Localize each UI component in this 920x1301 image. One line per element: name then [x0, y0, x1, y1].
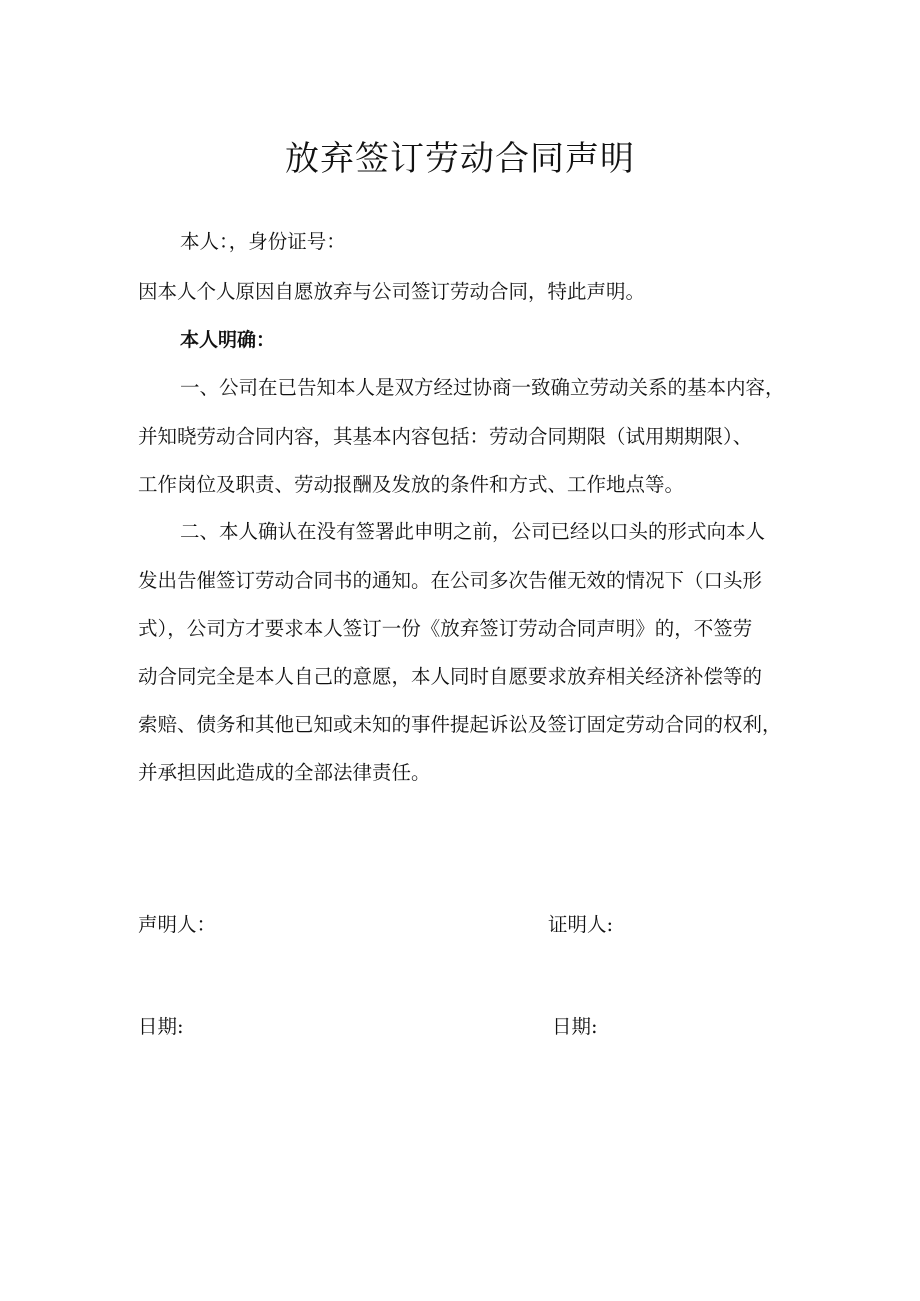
clause-1-line: 并知晓劳动合同内容，其基本内容包括：劳动合同期限（试用期期限）、 [138, 425, 753, 448]
clause-2-line: 二、本人确认在没有签署此申明之前，公司已经以口头的形式向本人 [180, 520, 766, 543]
statement-line: 因本人个人原因自愿放弃与公司签订劳动合同，特此声明。 [138, 280, 646, 303]
section-heading: 本人明确： [180, 329, 276, 351]
clause-2-line: 式），公司方才要求本人签订一份《放弃签订劳动合同声明》的，不签劳 [138, 617, 753, 640]
clause-1-line: 工作岗位及职责、劳动报酬及发放的条件和方式、工作地点等。 [138, 473, 685, 496]
document-title: 放弃签订劳动合同声明 [285, 139, 635, 179]
witness-label: 证明人: [548, 913, 614, 936]
clause-2-line: 发出告催签订劳动合同书的通知。在公司多次告催无效的情况下（口头形 [138, 569, 763, 592]
clause-1-line: 一、公司在已告知本人是双方经过协商一致确立劳动关系的基本内容， [180, 376, 785, 399]
declarant-label: 声明人： [138, 913, 217, 936]
witness-date-label: 日期: [552, 1015, 598, 1038]
declarant-date-label: 日期: [138, 1015, 184, 1038]
clause-2-line: 动合同完全是本人自己的意愿，本人同时自愿要求放弃相关经济补偿等的 [138, 665, 763, 688]
intro-line: 本人：，身份证号： [180, 230, 346, 253]
clause-2-line: 并承担因此造成的全部法律责任。 [138, 761, 431, 784]
clause-2-line: 索赔、债务和其他已知或未知的事件提起诉讼及签订固定劳动合同的权利， [138, 713, 782, 736]
